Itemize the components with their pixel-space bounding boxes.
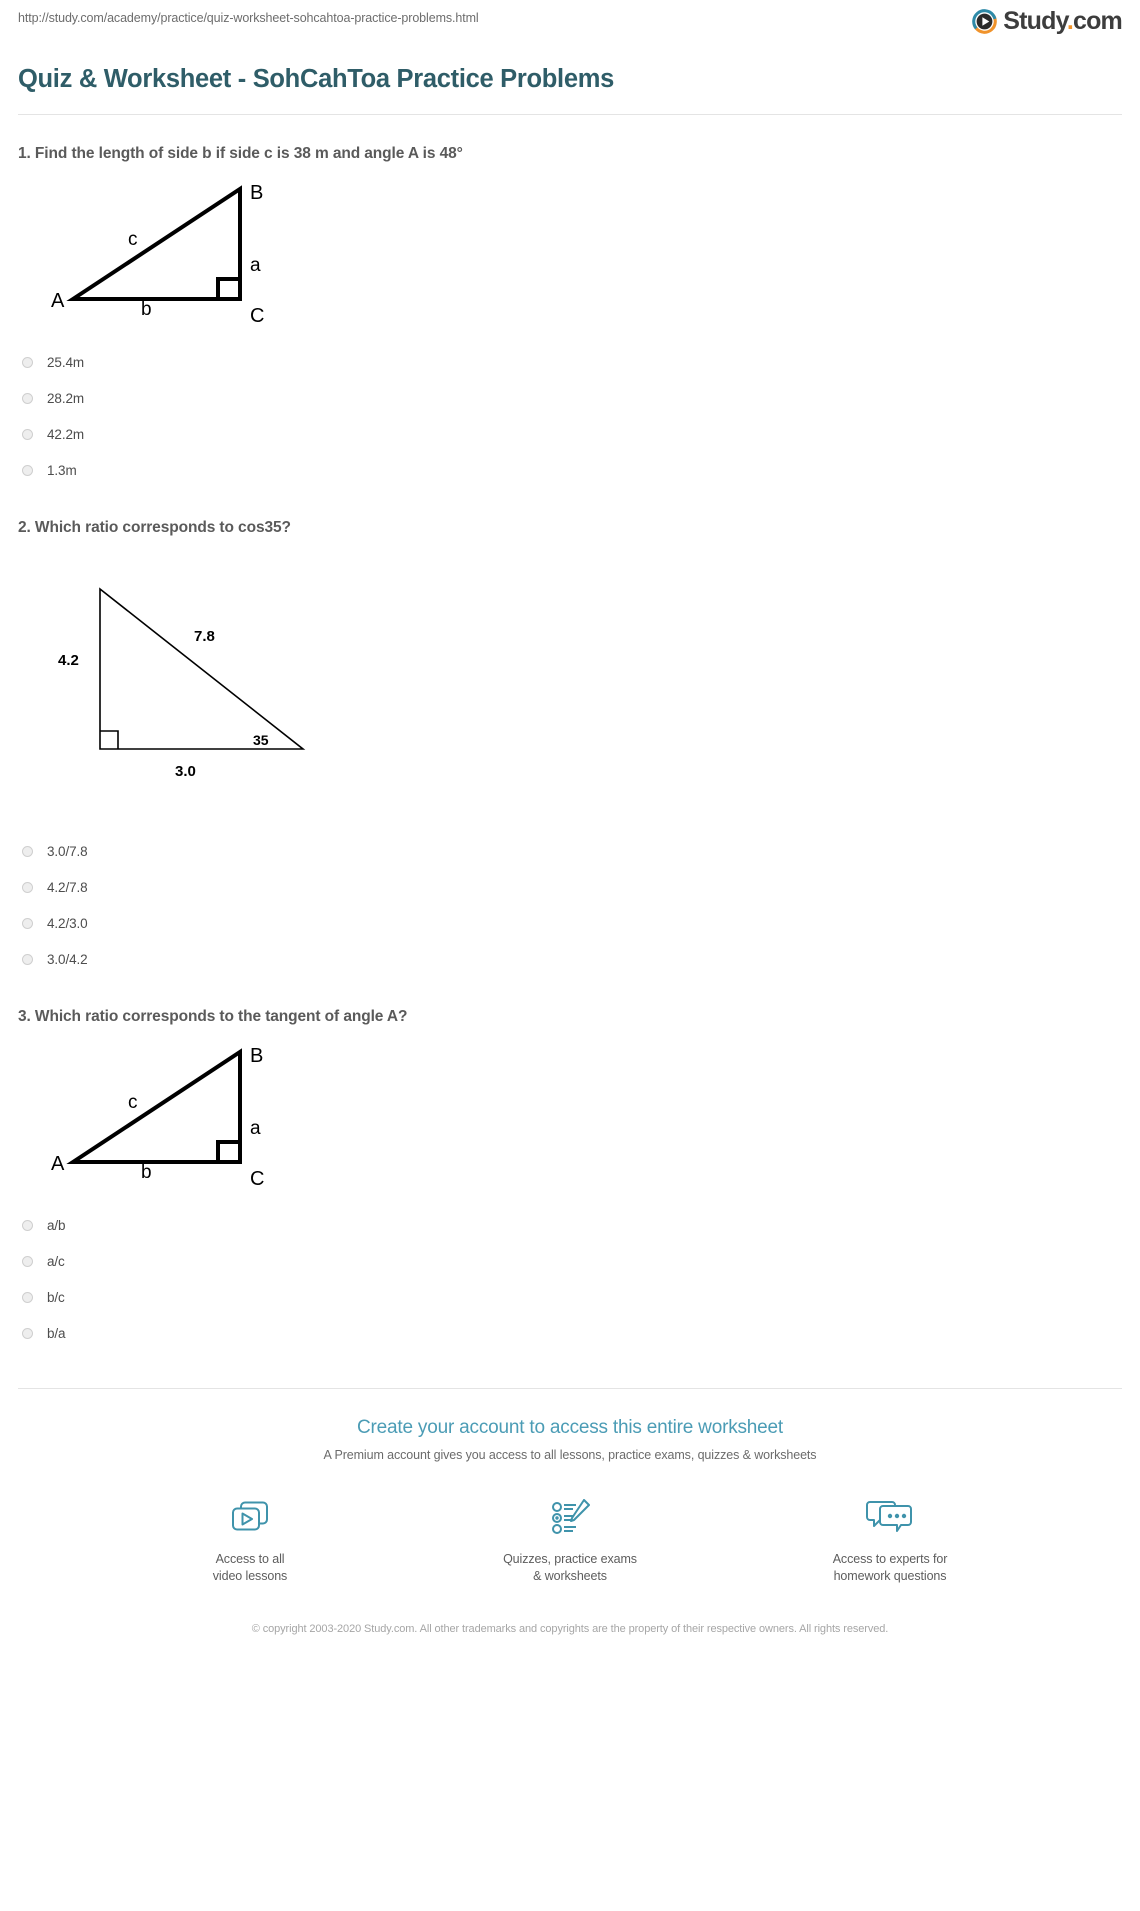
play-circle-icon xyxy=(972,9,997,34)
vertex-label-c: C xyxy=(250,1167,265,1187)
option-label: 42.2m xyxy=(47,427,85,443)
radio-button[interactable] xyxy=(22,1256,33,1267)
side-label-a: a xyxy=(250,254,261,276)
radio-button[interactable] xyxy=(22,357,33,368)
vertex-label-b: B xyxy=(250,181,264,204)
option-1-2[interactable] xyxy=(18,381,1122,417)
page-url: http://study.com/academy/practice/quiz-worksheet-sohcahtoa-practice-problems.html xyxy=(18,11,479,25)
option-3-2[interactable] xyxy=(18,1244,1122,1280)
title-divider xyxy=(18,114,1122,115)
right-triangle-numeric-diagram xyxy=(18,559,418,819)
side-length-hypotenuse: 7.8 xyxy=(194,627,215,645)
vertex-label-a: A xyxy=(51,1152,65,1175)
option-1-3[interactable] xyxy=(18,417,1122,453)
option-label: 25.4m xyxy=(47,355,85,371)
perk-quizzes xyxy=(480,1498,660,1585)
vertex-label-c: C xyxy=(250,304,265,324)
logo-word-com: com xyxy=(1072,7,1122,35)
option-3-4[interactable] xyxy=(18,1316,1122,1352)
side-label-c: c xyxy=(128,228,138,250)
option-label: 4.2/3.0 xyxy=(47,916,88,932)
print-header xyxy=(0,0,1140,46)
perk-label-line1: Access to experts for xyxy=(832,1551,948,1566)
radio-button[interactable] xyxy=(22,846,33,857)
radio-button[interactable] xyxy=(22,954,33,965)
side-length-base: 3.0 xyxy=(175,762,196,780)
side-label-a: a xyxy=(250,1117,261,1139)
study-logo[interactable] xyxy=(972,9,1122,34)
radio-button[interactable] xyxy=(22,1220,33,1231)
perk-expert-help xyxy=(800,1498,980,1585)
perk-label-line2: & worksheets xyxy=(533,1568,607,1583)
chat-bubbles-icon xyxy=(800,1498,980,1540)
quiz-pencil-icon xyxy=(480,1498,660,1540)
question-2-figure xyxy=(18,559,1122,824)
option-label: 28.2m xyxy=(47,391,85,407)
angle-label: 35 xyxy=(253,731,269,748)
option-3-1[interactable] xyxy=(18,1208,1122,1244)
perk-video-lessons xyxy=(160,1498,340,1585)
perk-label-line1: Quizzes, practice exams xyxy=(503,1551,637,1566)
question-2-text: 2. Which ratio corresponds to cos35? xyxy=(18,518,291,536)
perk-label xyxy=(480,1551,660,1585)
copyright-notice: © copyright 2003-2020 Study.com. All other trademarks and copyrights are the property of their respective owners. All rights reserved. xyxy=(251,1622,889,1635)
question-3-figure xyxy=(18,1032,1122,1192)
question-3-text: 3. Which ratio corresponds to the tangent of angle A? xyxy=(18,1007,408,1025)
page-title: Quiz & Worksheet - SohCahToa Practice Problems xyxy=(18,65,614,93)
cta-title[interactable]: Create your account to access this entire worksheet xyxy=(357,1416,783,1438)
side-length-vertical: 4.2 xyxy=(58,651,79,669)
question-1-figure xyxy=(18,169,1122,329)
perk-label xyxy=(800,1551,980,1585)
option-label: 1.3m xyxy=(47,463,77,479)
option-1-1[interactable] xyxy=(18,345,1122,381)
radio-button[interactable] xyxy=(22,918,33,929)
option-label: 3.0/7.8 xyxy=(47,844,88,860)
radio-button[interactable] xyxy=(22,429,33,440)
logo-wordmark xyxy=(1003,9,1122,34)
radio-button[interactable] xyxy=(22,1328,33,1339)
option-2-1[interactable] xyxy=(18,834,1122,870)
logo-word-study: Study xyxy=(1003,7,1067,35)
option-label: b/a xyxy=(47,1326,66,1342)
cta-subtitle: A Premium account gives you access to all lessons, practice exams, quizzes & worksheets xyxy=(323,1447,817,1462)
side-label-b: b xyxy=(141,1161,152,1183)
option-1-4[interactable] xyxy=(18,453,1122,489)
option-label: 4.2/7.8 xyxy=(47,880,88,896)
side-label-b: b xyxy=(141,298,152,320)
question-2 xyxy=(18,519,1122,978)
question-1 xyxy=(18,145,1122,489)
perks-list xyxy=(0,1498,1140,1585)
option-label: 3.0/4.2 xyxy=(47,952,88,968)
perk-label xyxy=(160,1551,340,1585)
option-2-2[interactable] xyxy=(18,870,1122,906)
radio-button[interactable] xyxy=(22,882,33,893)
perk-label-line2: video lessons xyxy=(212,1568,288,1583)
upsell-section xyxy=(0,1389,1140,1637)
vertex-label-b: B xyxy=(250,1044,264,1067)
right-triangle-abc-diagram xyxy=(18,1032,318,1187)
right-triangle-abc-diagram xyxy=(18,169,318,324)
perk-label-line2: homework questions xyxy=(833,1568,947,1583)
video-play-icon xyxy=(160,1498,340,1540)
question-1-text: 1. Find the length of side b if side c is 38 m and angle A is 48° xyxy=(18,144,463,162)
option-2-4[interactable] xyxy=(18,942,1122,978)
question-3-options xyxy=(18,1208,1122,1352)
radio-button[interactable] xyxy=(22,465,33,476)
option-label: a/c xyxy=(47,1254,65,1270)
option-label: b/c xyxy=(47,1290,65,1306)
option-label: a/b xyxy=(47,1218,66,1234)
question-1-options xyxy=(18,345,1122,489)
radio-button[interactable] xyxy=(22,1292,33,1303)
question-3 xyxy=(18,1008,1122,1352)
vertex-label-a: A xyxy=(51,289,65,312)
radio-button[interactable] xyxy=(22,393,33,404)
option-2-3[interactable] xyxy=(18,906,1122,942)
option-3-3[interactable] xyxy=(18,1280,1122,1316)
side-label-c: c xyxy=(128,1091,138,1113)
logo-dot: . xyxy=(1066,7,1073,35)
perk-label-line1: Access to all xyxy=(215,1551,285,1566)
question-2-options xyxy=(18,834,1122,978)
